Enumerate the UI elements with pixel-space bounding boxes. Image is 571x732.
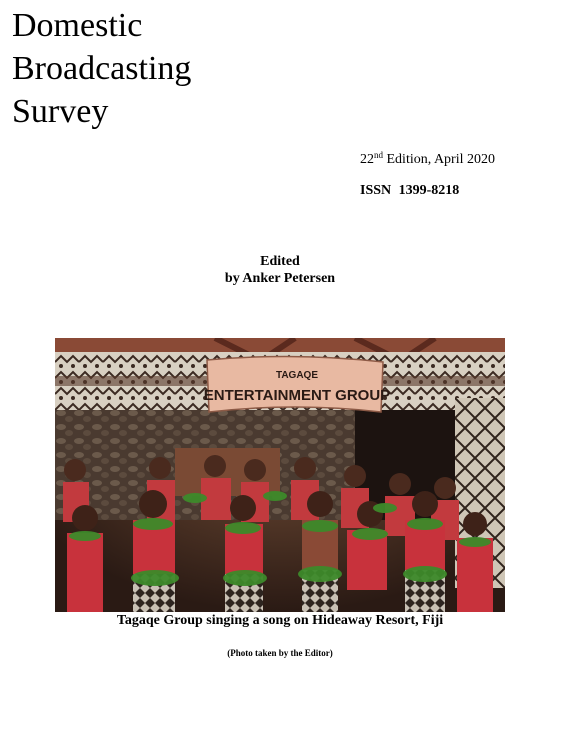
photo-caption: Tagaqe Group singing a song on Hideaway Resort, Fiji <box>116 613 444 628</box>
editor-credit <box>0 253 560 287</box>
edition-line <box>360 150 495 168</box>
banner-line-1: TAGAQE <box>275 370 319 381</box>
title-line-2: Broadcasting <box>12 50 192 87</box>
edition-suffix: nd <box>374 150 383 160</box>
document-title <box>12 4 191 133</box>
cover-photo <box>55 338 505 612</box>
title-line-1: Domestic <box>12 7 143 44</box>
editor-name: by Anker Petersen <box>224 271 336 286</box>
banner-line-2: ENTERTAINMENT GROUP <box>203 387 391 404</box>
issn-number: ISSN 1399-8218 <box>360 183 460 198</box>
edition-number: 22 <box>360 152 374 167</box>
photo-credit: (Photo taken by the Editor) <box>227 648 333 658</box>
title-line-3: Survey <box>12 93 109 130</box>
edited-label: Edited <box>260 254 300 269</box>
edition-text: Edition, April 2020 <box>383 152 495 167</box>
